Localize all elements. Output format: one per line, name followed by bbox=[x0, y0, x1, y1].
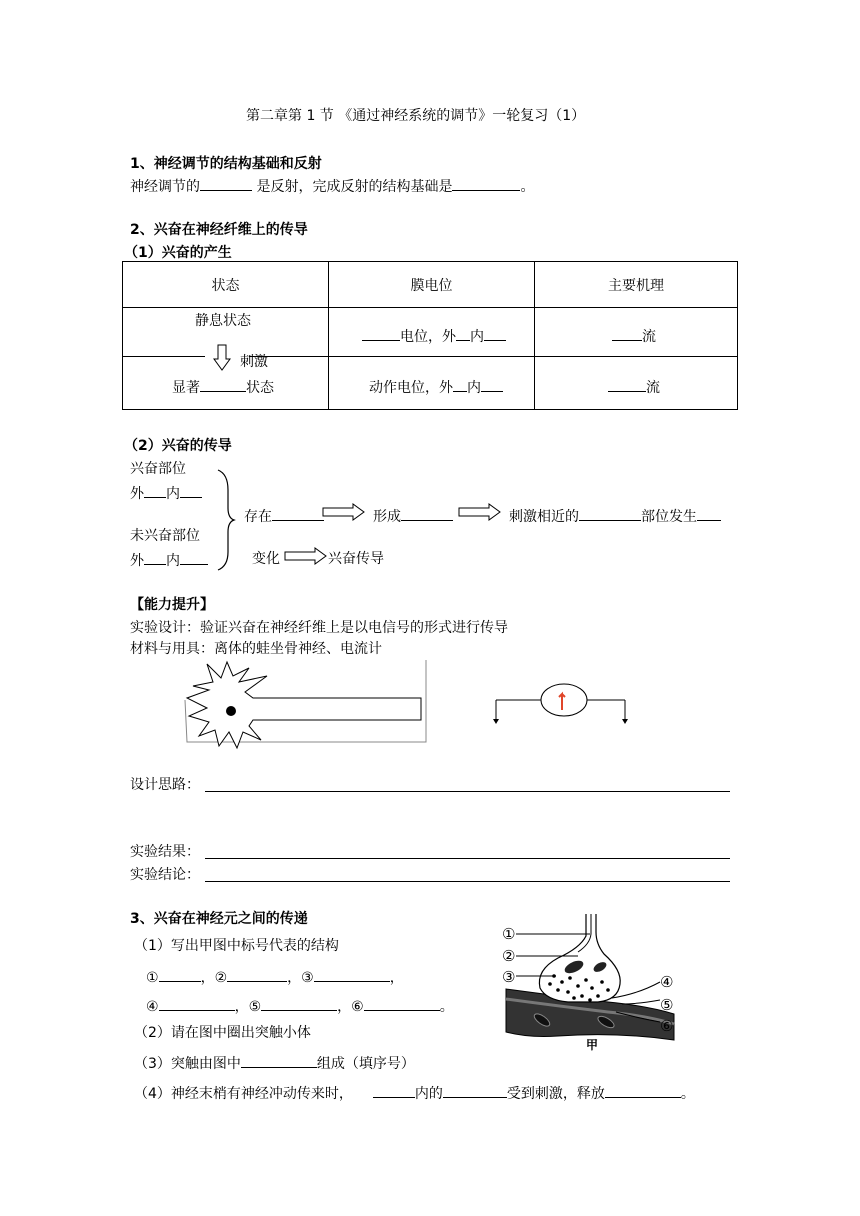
change-label: 变化 bbox=[252, 551, 280, 567]
s1-text-b: 是反射，完成反射的结构基础是 bbox=[252, 179, 453, 195]
figure-label-4: ④ bbox=[660, 973, 674, 991]
label-1: ① bbox=[146, 970, 159, 986]
page-title: 第二章第 1 节 《通过神经系统的调节》一轮复习（1） bbox=[246, 108, 586, 124]
answer-blank[interactable] bbox=[579, 506, 641, 521]
action-potential-b: 内 bbox=[467, 380, 481, 396]
galvanometer-dial bbox=[541, 684, 587, 716]
answer-blank[interactable] bbox=[364, 996, 440, 1011]
s3-blanks-row-2 bbox=[146, 996, 454, 1016]
answer-blank[interactable] bbox=[456, 326, 470, 341]
comma: ， bbox=[337, 999, 352, 1015]
answer-blank[interactable] bbox=[159, 996, 235, 1011]
inside-label: 内 bbox=[166, 553, 180, 569]
answer-line[interactable] bbox=[205, 858, 730, 859]
flow-label: 流 bbox=[646, 380, 660, 396]
answer-blank[interactable] bbox=[144, 483, 166, 498]
rest-potential-b: 内 bbox=[470, 329, 484, 345]
q4-text-d: 。 bbox=[680, 1086, 695, 1102]
answer-blank[interactable] bbox=[453, 377, 467, 392]
answer-blank[interactable] bbox=[180, 550, 208, 565]
answer-blank[interactable] bbox=[159, 967, 201, 982]
experiment-design: 实验设计：验证兴奋在神经纤维上是以电信号的形式进行传导 bbox=[130, 620, 508, 636]
adjacent-phrase bbox=[509, 506, 721, 526]
answer-blank[interactable] bbox=[200, 176, 252, 191]
label-5: ⑤ bbox=[248, 999, 262, 1015]
section-2-sub1: （1）兴奋的产生 bbox=[124, 245, 232, 261]
outside-label: 外 bbox=[130, 553, 144, 569]
figure-label-2: ② bbox=[502, 947, 516, 965]
neuron-figure bbox=[183, 660, 428, 748]
label-6: ⑥ bbox=[351, 999, 364, 1015]
action-potential-a: 动作电位，外 bbox=[369, 380, 453, 396]
q4-text-b: 内的 bbox=[414, 1086, 443, 1102]
answer-blank[interactable] bbox=[373, 1083, 415, 1098]
galvanometer-figure bbox=[494, 684, 634, 728]
experiment-materials: 材料与用具：离体的蛙坐骨神经、电流计 bbox=[130, 641, 382, 657]
rest-potential-a: 电位，外 bbox=[400, 329, 456, 345]
answer-blank[interactable] bbox=[605, 1083, 681, 1098]
down-arrow-icon bbox=[214, 345, 230, 371]
form-phrase bbox=[373, 506, 453, 526]
comma: ， bbox=[234, 999, 249, 1015]
answer-blank[interactable] bbox=[200, 377, 246, 392]
section-2-heading: 2、兴奋在神经纤维上的传导 bbox=[130, 222, 308, 238]
comma: ， bbox=[200, 970, 215, 986]
answer-blank[interactable] bbox=[481, 377, 503, 392]
period: 。 bbox=[439, 999, 454, 1015]
label-4: ④ bbox=[146, 999, 159, 1015]
answer-blank[interactable] bbox=[612, 326, 642, 341]
figure-label-1: ① bbox=[502, 925, 516, 943]
s1-text-c: 。 bbox=[520, 179, 535, 195]
form-label: 形成 bbox=[373, 509, 401, 525]
unexcited-part-potential bbox=[130, 550, 208, 570]
outside-label: 外 bbox=[130, 486, 144, 502]
s3-question-4 bbox=[134, 1083, 695, 1103]
excited-a: 显著 bbox=[172, 380, 200, 396]
result-label: 实验结果： bbox=[130, 844, 200, 860]
exist-label: 存在 bbox=[244, 509, 272, 525]
s3-question-3 bbox=[134, 1053, 415, 1073]
s1-text-a: 神经调节的 bbox=[130, 179, 200, 195]
s3-question-1: （1）写出甲图中标号代表的结构 bbox=[134, 938, 339, 954]
answer-blank[interactable] bbox=[608, 377, 646, 392]
adjacent-a: 刺激相近的 bbox=[509, 509, 579, 525]
section-1-question bbox=[130, 176, 534, 196]
right-arrow-icon bbox=[285, 548, 327, 564]
answer-blank[interactable] bbox=[362, 326, 400, 341]
answer-line[interactable] bbox=[205, 881, 730, 882]
figure-label-3: ③ bbox=[502, 968, 516, 986]
answer-line[interactable] bbox=[205, 791, 730, 792]
right-arrow-icon bbox=[459, 504, 501, 520]
figure-caption: 甲 bbox=[586, 1038, 599, 1052]
table-header: 膜电位 bbox=[329, 262, 535, 308]
action-flow bbox=[608, 377, 660, 397]
answer-blank[interactable] bbox=[452, 176, 520, 191]
excited-part-label: 兴奋部位 bbox=[130, 461, 186, 477]
figure-label-6: ⑥ bbox=[660, 1017, 674, 1035]
inside-label: 内 bbox=[166, 486, 180, 502]
adjacent-b: 部位发生 bbox=[641, 509, 697, 525]
nucleus bbox=[226, 706, 236, 716]
section-2-sub2: （2）兴奋的传导 bbox=[124, 438, 232, 454]
brace-icon bbox=[214, 470, 236, 570]
answer-blank[interactable] bbox=[443, 1083, 507, 1098]
s3-blanks-row-1 bbox=[146, 967, 404, 987]
neuron-cell-body bbox=[187, 662, 421, 748]
answer-blank[interactable] bbox=[697, 506, 721, 521]
section-1-heading: 1、神经调节的结构基础和反射 bbox=[130, 156, 322, 172]
excited-state-label bbox=[172, 377, 274, 397]
answer-blank[interactable] bbox=[261, 996, 337, 1011]
unexcited-part-label: 未兴奋部位 bbox=[130, 528, 200, 544]
q3-text-a: （3）突触由图中 bbox=[134, 1056, 241, 1072]
answer-blank[interactable] bbox=[484, 326, 506, 341]
answer-blank[interactable] bbox=[272, 506, 324, 521]
right-arrow-icon bbox=[323, 504, 365, 520]
transmission-label: 兴奋传导 bbox=[328, 551, 384, 567]
answer-blank[interactable] bbox=[401, 506, 453, 521]
answer-blank[interactable] bbox=[144, 550, 166, 565]
excited-b: 状态 bbox=[246, 380, 274, 396]
label-2: ② bbox=[214, 970, 228, 986]
section-3-heading: 3、兴奋在神经元之间的传递 bbox=[130, 911, 308, 927]
flow-label: 流 bbox=[642, 329, 656, 345]
electrode-tip-icon bbox=[493, 719, 628, 724]
answer-blank[interactable] bbox=[180, 483, 202, 498]
answer-blank[interactable] bbox=[241, 1053, 317, 1068]
table-header: 主要机理 bbox=[535, 262, 738, 308]
s3-question-2: （2）请在图中圈出突触小体 bbox=[134, 1025, 311, 1041]
stimulus-label: 刺激 bbox=[240, 354, 268, 370]
comma: ， bbox=[287, 970, 302, 986]
rest-flow bbox=[612, 326, 656, 346]
table-header: 状态 bbox=[123, 262, 329, 308]
excited-part-potential bbox=[130, 483, 202, 503]
answer-blank[interactable] bbox=[227, 967, 287, 982]
ability-heading: 【能力提升】 bbox=[130, 597, 214, 613]
q4-text-c: 受到刺激，释放 bbox=[506, 1086, 605, 1102]
answer-blank[interactable] bbox=[314, 967, 390, 982]
exist-phrase bbox=[244, 506, 324, 526]
rest-potential bbox=[362, 326, 506, 346]
design-idea-label: 设计思路： bbox=[130, 777, 200, 793]
comma: ， bbox=[389, 970, 404, 986]
label-3: ③ bbox=[301, 970, 314, 986]
action-potential bbox=[369, 377, 503, 397]
q3-text-b: 组成（填序号） bbox=[316, 1056, 415, 1072]
conclusion-label: 实验结论： bbox=[130, 867, 200, 883]
rest-state-label: 静息状态 bbox=[195, 313, 251, 329]
q4-text-a: （4）神经末梢有神经冲动传来时， bbox=[134, 1086, 353, 1102]
figure-label-5: ⑤ bbox=[660, 996, 674, 1014]
